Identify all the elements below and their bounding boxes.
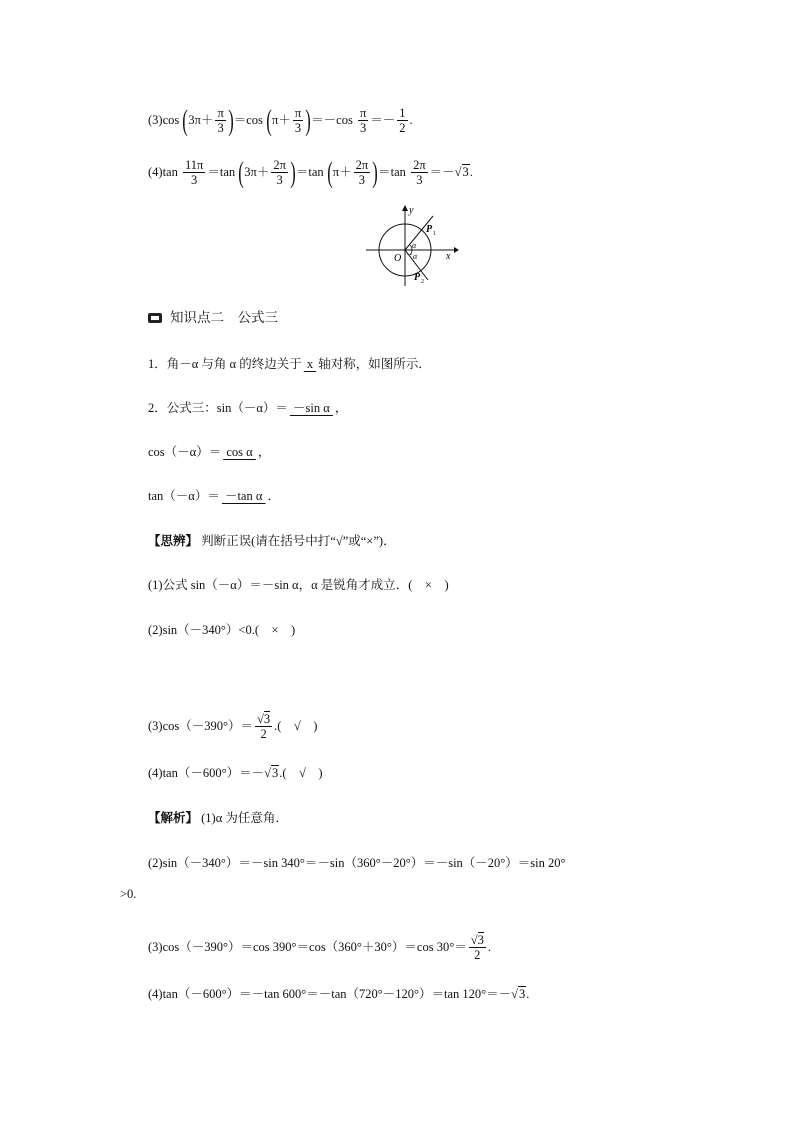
denominator: 3 [358, 173, 365, 188]
denominator: 3 [360, 121, 367, 136]
analysis-heading [148, 812, 288, 825]
denominator: 2 [399, 121, 406, 136]
fraction [354, 158, 371, 188]
tan-formula [148, 490, 280, 503]
judge-instruction: 判断正误(请在括号中打“√”或“×”)． [201, 534, 396, 548]
analysis-4 [148, 988, 529, 1001]
formula-line-4 [148, 155, 473, 189]
text: ， [334, 401, 348, 415]
text: ， [257, 445, 271, 459]
judge-item-4 [148, 767, 323, 780]
radicand: 3 [462, 164, 469, 179]
radicand: 3 [271, 766, 279, 780]
y-axis-arrow [402, 205, 408, 211]
p1-label: P [426, 224, 433, 235]
text: 3π＋ [188, 112, 214, 127]
analysis-2-line-2: >0. [120, 887, 137, 901]
analysis-3 [148, 933, 491, 963]
denominator: 3 [276, 173, 283, 188]
text: . [487, 939, 491, 954]
denominator: 3 [294, 121, 302, 136]
judge-label: 【思辨】 [148, 534, 199, 548]
text: (4)tan（－600°）＝－ [148, 766, 265, 780]
alpha-label-top: α [412, 241, 417, 250]
text: ＝tan [207, 164, 236, 179]
numerator: π [217, 106, 224, 120]
numerator: 1 [399, 106, 406, 120]
fraction [397, 106, 407, 136]
answer-blank: cos α [223, 445, 256, 459]
text: ＝cos [233, 112, 263, 127]
denominator: 2 [260, 727, 267, 742]
answer-blank: －tan α [221, 489, 266, 503]
denominator: 3 [191, 173, 198, 188]
text: . [469, 164, 473, 179]
denominator: 2 [474, 948, 481, 963]
text: ＝tan [295, 164, 324, 179]
p2-label: P [414, 272, 421, 283]
numerator: 2π [413, 158, 426, 172]
numerator: π [294, 106, 302, 120]
fraction [469, 933, 486, 963]
x-axis-label: x [446, 251, 451, 262]
text: ． [267, 489, 281, 503]
analysis-label: 【解析】 [148, 811, 199, 825]
left-paren: ( [327, 155, 333, 189]
radicand: 3 [519, 987, 526, 1001]
numerator: 11π [184, 158, 204, 172]
radicand: 3 [477, 933, 484, 947]
origin-label: O [394, 253, 402, 264]
sqrt: √3 [454, 164, 469, 179]
numerator: 2π [355, 158, 369, 172]
judge-item-2: (2)sin（－340°）<0.( × ) [148, 623, 296, 637]
text: 3π＋ [244, 164, 270, 179]
text: (3)cos（－390°）＝cos 390°＝cos（360°＋30°）＝cos 30°＝ [148, 939, 467, 954]
text: .( √ ) [274, 718, 318, 733]
judge-heading [148, 535, 396, 548]
text: . [526, 987, 530, 1001]
text: 轴对称，如图所示． [318, 357, 431, 371]
text: ＝－cos [311, 112, 353, 127]
sqrt: √3 [264, 766, 279, 780]
text: ＝－ [429, 164, 455, 179]
section-title: 知识点二 公式三 [170, 310, 278, 326]
right-paren: ) [290, 155, 296, 189]
text: (3)cos（－390°）＝ [148, 718, 253, 733]
judge-item-3 [148, 712, 317, 742]
text: (4)tan [148, 164, 178, 179]
right-paren: ) [372, 155, 378, 189]
numerator: √3 [257, 712, 271, 726]
fraction [255, 712, 272, 742]
alpha-label-bottom: α [413, 252, 418, 261]
fraction [215, 106, 225, 136]
judge-item-1: (1)公式 sin（－α）＝－sin α，α 是锐角才成立．( × ) [148, 578, 449, 592]
text: ＝－ [370, 112, 396, 127]
x-axis-arrow [454, 247, 459, 253]
answer-blank: x [303, 357, 317, 371]
p2-subscript: 2 [421, 279, 424, 285]
p1-subscript: 1 [433, 231, 436, 237]
y-axis-label: y [409, 205, 414, 216]
text: . [409, 112, 413, 127]
text: 1．角－α 与角 α 的终边关于 [148, 357, 302, 371]
text: 2．公式三：sin（－α）＝ [148, 401, 288, 415]
item-1 [148, 358, 431, 371]
sqrt: √3 [511, 987, 526, 1001]
text: cos（－α）＝ [148, 445, 222, 459]
right-paren: ) [305, 103, 311, 137]
text: tan（－α）＝ [148, 489, 220, 503]
text: .( √ ) [279, 766, 323, 780]
fraction [183, 158, 205, 188]
minus-sign: － [406, 251, 413, 259]
text: ＝tan [378, 164, 406, 179]
unit-circle-figure [362, 202, 462, 288]
item-2 [148, 402, 347, 415]
text: (4)tan（－600°）＝－tan 600°＝－tan（720°－120°）＝tan 120°＝－ [148, 987, 512, 1001]
right-paren: ) [228, 103, 234, 137]
pencil-icon [148, 313, 162, 323]
left-paren: ( [238, 155, 244, 189]
numerator: 2π [273, 158, 286, 172]
fraction [358, 106, 368, 136]
formula-line-3 [148, 103, 413, 137]
denominator: 3 [416, 173, 423, 188]
analysis-text: (1)α 为任意角． [201, 811, 288, 825]
fraction [271, 158, 288, 188]
denominator: 3 [217, 121, 224, 136]
text: π＋ [272, 112, 291, 127]
radicand: 3 [263, 712, 271, 726]
answer-blank: －sin α [289, 401, 333, 415]
section-heading [148, 312, 278, 326]
analysis-2-line-1: (2)sin（－340°）＝－sin 340°＝－sin（360°－20°）＝－sin（－20°）＝sin 20° [148, 856, 566, 870]
left-paren: ( [266, 103, 272, 137]
left-paren: ( [182, 103, 189, 137]
numerator: π [359, 106, 367, 120]
fraction [293, 106, 303, 136]
text: π＋ [332, 164, 352, 179]
fraction [411, 158, 428, 188]
numerator: √3 [470, 933, 484, 947]
cos-formula [148, 446, 270, 459]
text: (3)cos [148, 112, 180, 127]
